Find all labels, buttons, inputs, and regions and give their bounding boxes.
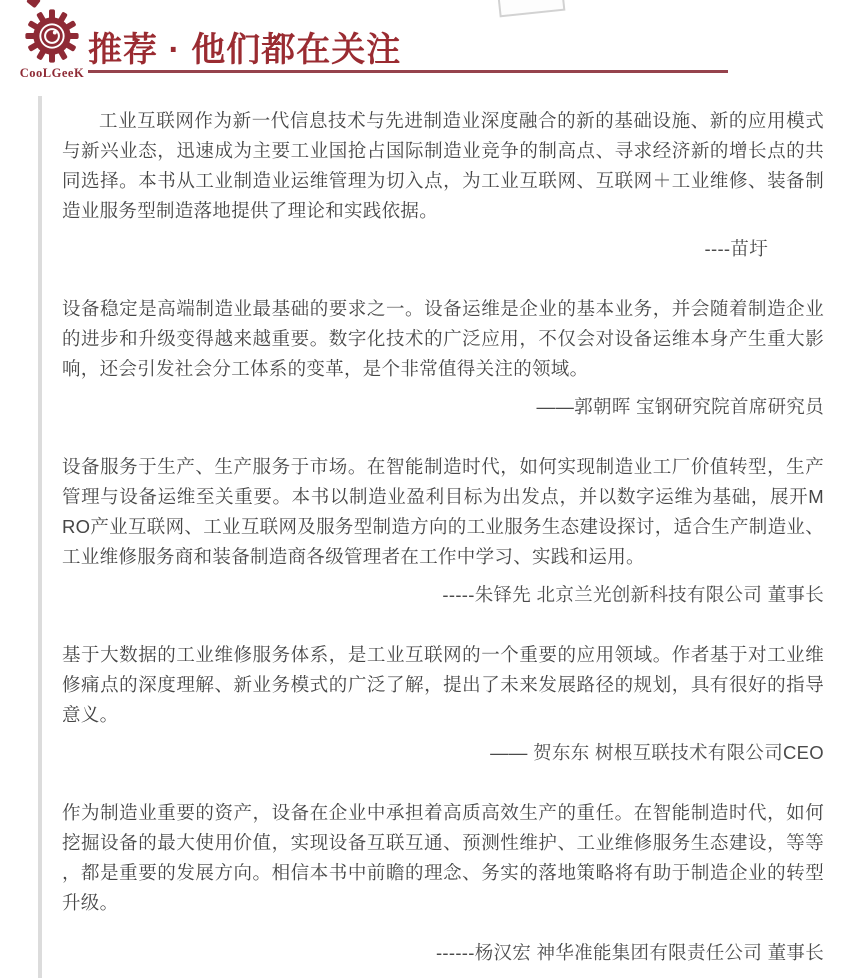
testimonial-text: 设备稳定是高端制造业最基础的要求之一。设备运维是企业的基本业务，并会随着制造企业的进步和升级变得越来越重要。数字化技术的广泛应用，不仅会对设备运维本身产生重大影响，还会引发社会分工体系的变革，是个非常值得关注的领域。: [62, 298, 824, 379]
testimonial: [62, 452, 824, 610]
left-vertical-rule: [38, 96, 42, 978]
testimonial: [62, 106, 824, 264]
testimonial-attribution: ------杨汉宏 神华准能集团有限责任公司 董事长: [435, 942, 824, 963]
testimonial: [62, 798, 824, 968]
page-corner-decoration: [497, 0, 566, 17]
testimonial-text: 作为制造业重要的资产，设备在企业中承担着高质高效生产的重任。在智能制造时代，如何挖掘设备的最大使用价值，实现设备互联互通、预测性维护、工业维修服务生态建设，等等，都是重要的发展方向。相信本书中前瞻的理念、务实的落地策略将有助于制造企业的转型升级。: [62, 802, 824, 913]
testimonial-attribution: ----苗圩: [704, 238, 768, 259]
testimonial: [62, 640, 824, 768]
title-underline: [88, 70, 728, 73]
gear-eye-icon: [24, 8, 80, 64]
testimonial: [62, 294, 824, 422]
brand-logo: [14, 8, 90, 81]
testimonial-attribution: —— 贺东东 树根互联技术有限公司CEO: [490, 742, 824, 763]
page-title: 推荐 · 他们都在关注: [88, 31, 402, 69]
testimonials-section: [62, 106, 824, 968]
testimonial-text: 工业互联网作为新一代信息技术与先进制造业深度融合的新的基础设施、新的应用模式与新兴业态，迅速成为主要工业国抢占国际制造业竞争的制高点、寻求经济新的增长点的共同选择。本书从工业制造业运维管理为切入点，为工业互联网、互联网＋工业维修、装备制造业服务型制造落地提供了理论和实践依据。: [62, 110, 824, 221]
testimonial-attribution: -----朱铎先 北京兰光创新科技有限公司 董事长: [442, 584, 824, 605]
testimonial-text: 设备服务于生产、生产服务于市场。在智能制造时代，如何实现制造业工厂价值转型，生产管理与设备运维至关重要。本书以制造业盈利目标为出发点，并以数字运维为基础，展开MRO产业互联网、工业互联网及服务型制造方向的工业服务生态建设探讨，适合生产制造业、工业维修服务商和装备制造商各级管理者在工作中学习、实践和运用。: [62, 456, 824, 567]
testimonial-text: 基于大数据的工业维修服务体系，是工业互联网的一个重要的应用领域。作者基于对工业维修痛点的深度理解、新业务模式的广泛了解，提出了未来发展路径的规划，具有很好的指导意义。: [62, 644, 824, 725]
brand-name: CooLGeeK: [19, 66, 85, 80]
testimonial-attribution: ——郭朝晖 宝钢研究院首席研究员: [536, 396, 824, 417]
